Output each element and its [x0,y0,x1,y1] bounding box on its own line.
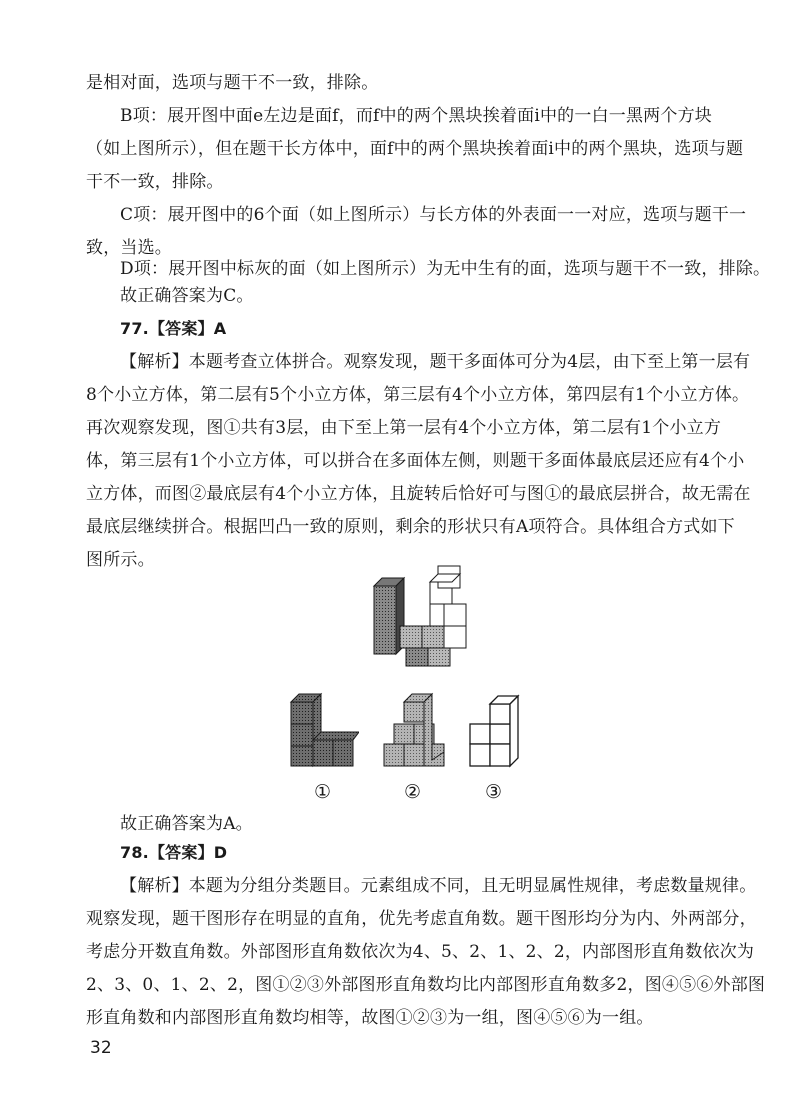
text-line: 2、3、0、1、2、2，图①②③外部图形直角数均比内部图形直角数多2，图④⑤⑥外部图 [86,975,766,995]
answer-heading: 77.【答案】A [120,319,227,338]
text-line: C项：展开图中的6个面（如上图所示）与长方体的外表面一一对应，选项与题干一 [120,205,747,225]
assembled-cubes-figure [370,560,470,670]
figure-label-2: ② [404,781,422,803]
text-line: 8个小立方体，第二层有5个小立方体，第三层有4个小立方体，第四层有1个小立方体。 [86,385,750,405]
text-line: 故正确答案为A。 [120,814,253,834]
part-2-cubes [380,690,452,770]
text-line: 体，第三层有1个小立方体，可以拼合在多面体左侧，则题干多面体最底层还应有4个小 [86,451,745,471]
text-line: 立方体，而图②最底层有4个小立方体，且旋转后恰好可与图①的最底层拼合，故无需在 [86,484,751,504]
text-line: 再次观察发现，图①共有3层，由下至上第一层有4个小立方体，第二层有1个小立方 [86,418,722,438]
text-line: 致，当选。 [86,238,172,258]
answer-heading: 78.【答案】D [120,843,228,862]
text-line: 形直角数和内部图形直角数均相等，故图①②③为一组，图④⑤⑥为一组。 [86,1008,654,1028]
text-line: 最底层继续拼合。根据凹凸一致的原则，剩余的形状只有A项符合。具体组合方式如下 [86,517,735,537]
page-number: 32 [90,1038,112,1058]
text-line: D项：展开图中标灰的面（如上图所示）为无中生有的面，选项与题干不一致，排除。 [120,259,771,279]
text-line: 图所示。 [86,550,155,570]
text-line: （如上图所示），但在题干长方体中，面f中的两个黑块挨着面i中的两个黑块，选项与题 [86,139,744,159]
part-3-cubes [466,690,526,770]
text-line: 故正确答案为C。 [120,286,254,306]
figure-label-3: ③ [485,781,503,803]
text-line: 干不一致，排除。 [86,172,224,192]
text-line: 是相对面，选项与题干不一致，排除。 [86,73,379,93]
text-line: 【解析】本题为分组分类题目。元素组成不同，且无明显属性规律，考虑数量规律。 [120,876,757,896]
text-line: B项：展开图中面e左边是面f，而f中的两个黑块挨着面i中的一白一黑两个方块 [120,106,712,126]
text-line: 【解析】本题考查立体拼合。观察发现，题干多面体可分为4层，由下至上第一层有 [120,352,751,372]
text-line: 观察发现，题干图形存在明显的直角，优先考虑直角数。题干图形均分为内、外两部分， [86,909,757,929]
text-line: 考虑分开数直角数。外部图形直角数依次为4、5、2、1、2、2，内部图形直角数依次为 [86,942,755,962]
figure-label-1: ① [314,781,332,803]
part-1-cubes [287,690,359,770]
